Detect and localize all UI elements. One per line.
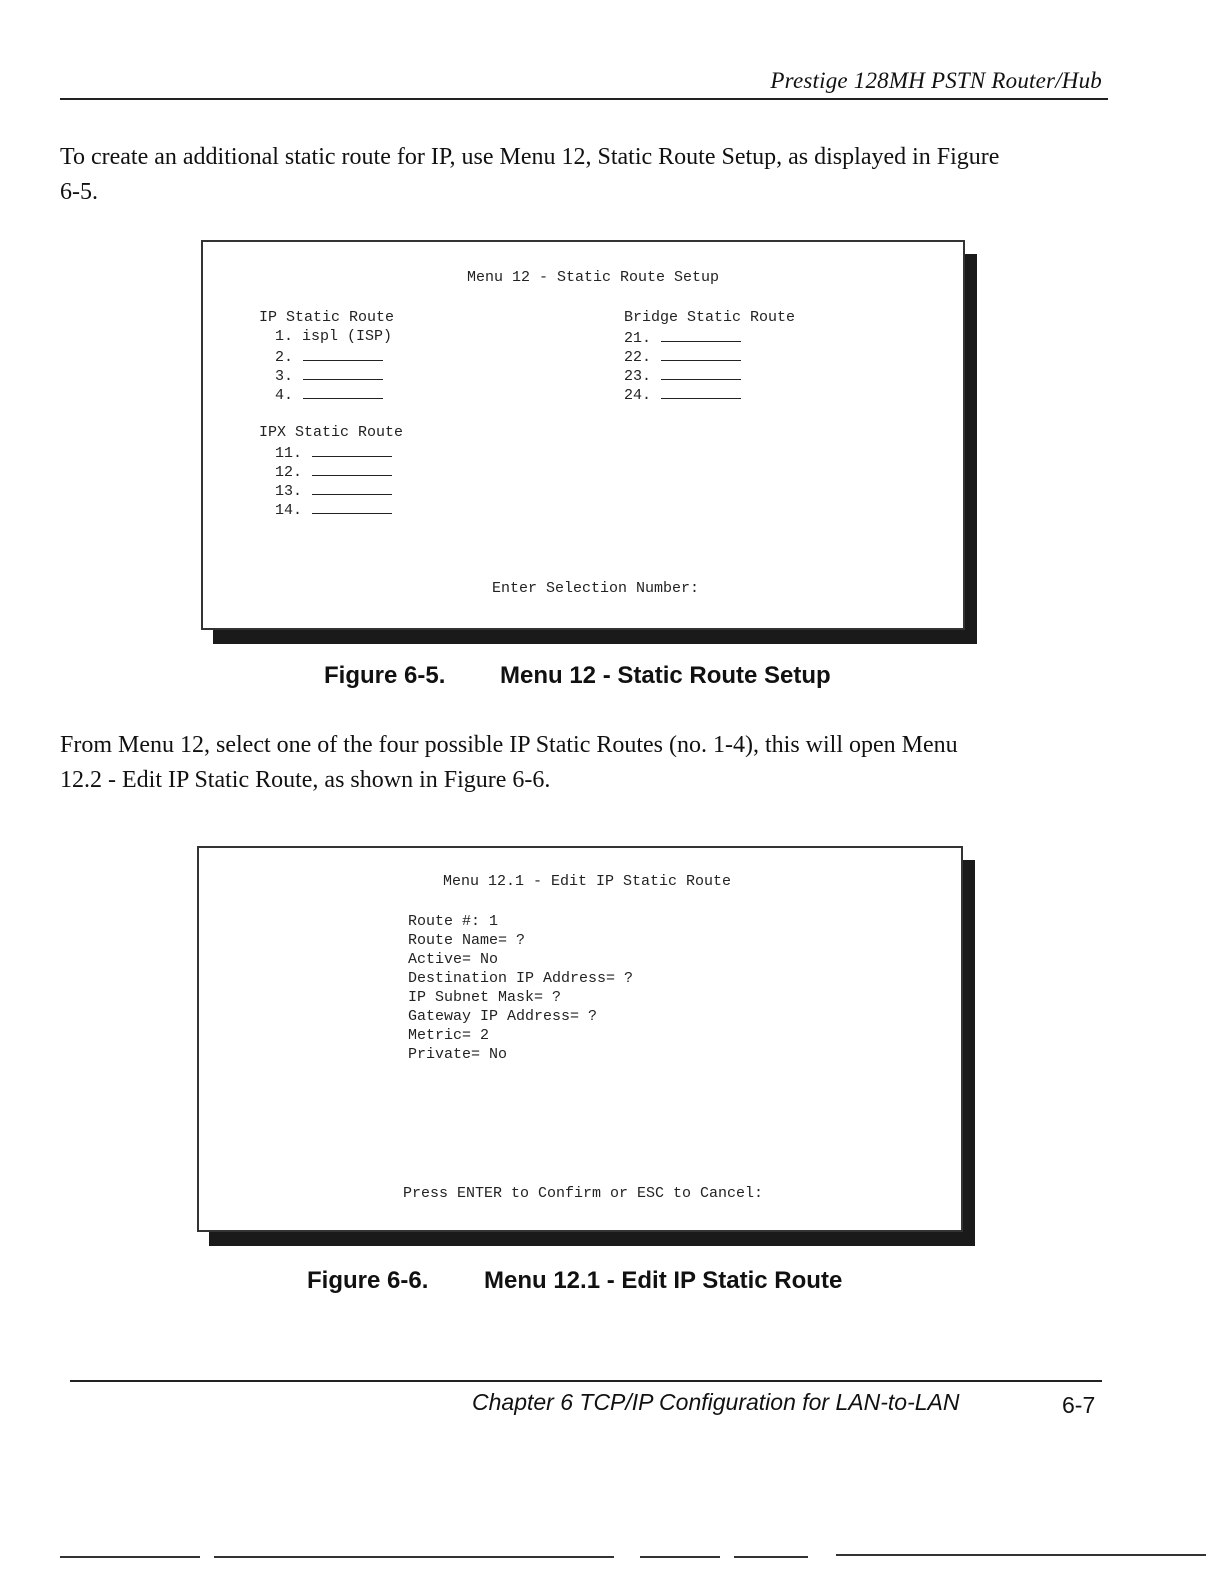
bridge-route-24-blank <box>661 384 741 399</box>
intro-line-1: To create an additional static route for IP, use Menu 12, Static Route Setup, as displayed in Figure <box>60 144 1000 170</box>
ip-route-1 <box>275 327 392 346</box>
menu-12-1-screen <box>197 846 963 1232</box>
bridge-route-23-label: 23. <box>624 368 652 385</box>
bottom-scan-line-5 <box>836 1554 1206 1556</box>
ip-route-4 <box>275 384 383 405</box>
ip-route-1-label: 1. ispl (ISP) <box>275 328 393 345</box>
figure-6-5-number: Figure 6-5. <box>324 662 446 689</box>
bottom-scan-line-2 <box>214 1556 614 1558</box>
bottom-scan-line-1 <box>60 1556 200 1558</box>
header-rule <box>60 98 1108 100</box>
menu-12-screen <box>201 240 965 630</box>
bridge-route-24 <box>624 384 741 405</box>
ipx-route-11-blank <box>312 442 392 457</box>
bridge-route-21-blank <box>661 327 741 342</box>
bridge-route-23-blank <box>661 365 741 380</box>
ip-route-3-blank <box>303 365 383 380</box>
ipx-route-11-label: 11. <box>275 445 303 462</box>
ipx-route-14-blank <box>312 499 392 514</box>
destination-ip-field: Destination IP Address= ? <box>408 970 634 987</box>
ipx-route-12-label: 12. <box>275 464 303 481</box>
ipx-route-13-blank <box>312 480 392 495</box>
middle-paragraph <box>60 728 1120 798</box>
ipx-route-12-blank <box>312 461 392 476</box>
intro-line-2: 6-5. <box>60 179 98 205</box>
route-name-field: Route Name= ? <box>408 932 526 949</box>
middle-line-1: From Menu 12, select one of the four possible IP Static Routes (no. 1-4), this will open Menu <box>60 732 958 758</box>
footer-chapter: Chapter 6 TCP/IP Configuration for LAN-to-LAN <box>472 1389 960 1415</box>
bridge-route-22-label: 22. <box>624 349 652 366</box>
menu-12-1-title: Menu 12.1 - Edit IP Static Route <box>443 873 732 890</box>
confirm-cancel-prompt: Press ENTER to Confirm or ESC to Cancel: <box>403 1185 764 1202</box>
active-field: Active= No <box>408 951 499 968</box>
bridge-route-22-blank <box>661 346 741 361</box>
ipx-static-route-heading: IPX Static Route <box>259 424 404 441</box>
ipx-route-14 <box>275 499 392 520</box>
private-field: Private= No <box>408 1046 508 1063</box>
figure-6-6-title: Menu 12.1 - Edit IP Static Route <box>484 1267 843 1294</box>
figure-6-6-number: Figure 6-6. <box>307 1267 429 1294</box>
metric-field: Metric= 2 <box>408 1027 490 1044</box>
ipx-route-13-label: 13. <box>275 483 303 500</box>
bridge-static-route-heading: Bridge Static Route <box>624 309 796 326</box>
ip-route-4-label: 4. <box>275 387 294 404</box>
ip-static-route-heading: IP Static Route <box>259 309 395 326</box>
ip-route-3-label: 3. <box>275 368 294 385</box>
route-number-field: Route #: 1 <box>408 913 499 930</box>
footer-rule <box>70 1380 1102 1382</box>
ipx-route-14-label: 14. <box>275 502 303 519</box>
bottom-scan-line-4 <box>734 1556 808 1558</box>
figure-6-5-title: Menu 12 - Static Route Setup <box>500 662 831 689</box>
intro-paragraph <box>60 140 1120 210</box>
subnet-mask-field: IP Subnet Mask= ? <box>408 989 562 1006</box>
bridge-route-24-label: 24. <box>624 387 652 404</box>
enter-selection-prompt: Enter Selection Number: <box>492 580 700 597</box>
ip-route-2-blank <box>303 346 383 361</box>
ip-route-2-label: 2. <box>275 349 294 366</box>
page-number: 6-7 <box>1062 1392 1096 1418</box>
gateway-ip-field: Gateway IP Address= ? <box>408 1008 598 1025</box>
bottom-scan-line-3 <box>640 1556 720 1558</box>
bridge-route-21-label: 21. <box>624 330 652 347</box>
middle-line-2: 12.2 - Edit IP Static Route, as shown in Figure 6-6. <box>60 767 551 793</box>
menu-12-title: Menu 12 - Static Route Setup <box>467 269 720 286</box>
running-header: Prestige 128MH PSTN Router/Hub <box>770 68 1102 93</box>
ip-route-4-blank <box>303 384 383 399</box>
